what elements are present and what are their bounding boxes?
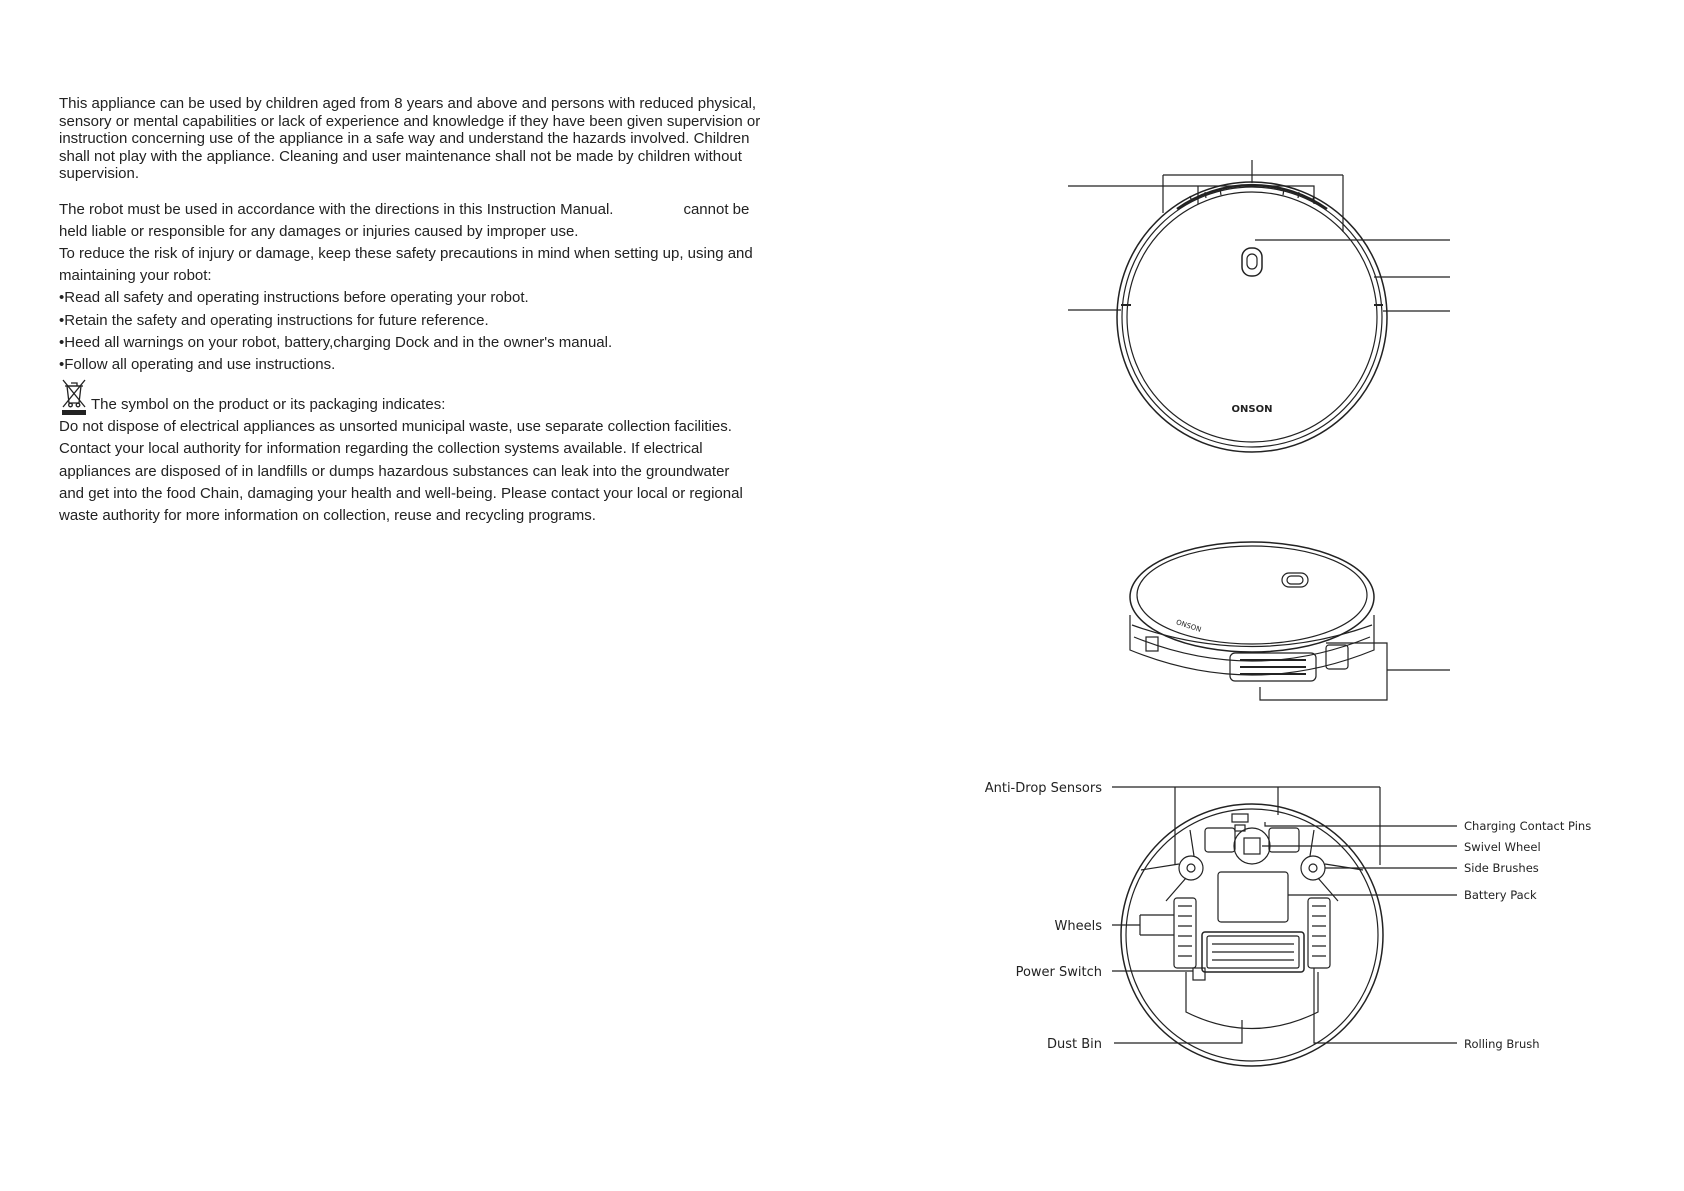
disposal-line: Do not dispose of electrical appliances as unsorted municipal waste, use separate collection facilities. <box>59 418 732 436</box>
symbol-text: The symbol on the product or its packaging indicates: <box>91 396 446 414</box>
brand-logo-side: ONSON <box>1175 618 1203 634</box>
label-battery-pack: Battery Pack <box>1464 888 1537 902</box>
disposal-line: waste authority for more information on collection, reuse and recycling programs. <box>59 506 596 524</box>
label-rolling-brush: Rolling Brush <box>1464 1037 1540 1051</box>
label-dust-bin: Dust Bin <box>1046 1037 1102 1052</box>
brand-logo-top: ONSON <box>1231 404 1273 415</box>
reduce-risk-line: maintaining your robot: <box>59 267 212 285</box>
label-anti-drop-sensors: Anti-Drop Sensors <box>984 781 1102 796</box>
bullet-item: •Read all safety and operating instructions before operating your robot. <box>59 289 529 307</box>
label-charging-contact-pins: Charging Contact Pins <box>1464 819 1592 833</box>
label-swivel-wheel: Swivel Wheel <box>1464 840 1541 854</box>
manual-line-b: held liable or responsible for any damages or injuries caused by improper use. <box>59 222 579 240</box>
label-wheels: Wheels <box>1054 919 1102 934</box>
label-power-switch: Power Switch <box>1015 965 1102 980</box>
text-line: supervision. <box>59 165 140 182</box>
reduce-risk-line: To reduce the risk of injury or damage, keep these safety precautions in mind when setting up, using and <box>59 244 753 262</box>
bullet-item: •Heed all warnings on your robot, battery,charging Dock and in the owner's manual. <box>59 333 613 351</box>
text-line: instruction concerning use of the appliance in a safe way and understand the hazards involved. Children <box>59 130 750 147</box>
disposal-line: and get into the food Chain, damaging your health and well-being. Please contact your local or regional <box>59 484 743 502</box>
bullet-item: •Retain the safety and operating instructions for future reference. <box>59 311 489 329</box>
text-line: sensory or mental capabilities or lack of experience and knowledge if they have been given supervision or <box>59 112 761 130</box>
text-line: shall not play with the appliance. Cleaning and user maintenance shall not be made by children without <box>59 147 742 165</box>
text-line: This appliance can be used by children aged from 8 years and above and persons with reduced physical, <box>59 95 757 112</box>
disposal-line: Contact your local authority for information regarding the collection systems available. If electrical <box>59 440 703 458</box>
manual-line-a-tail: cannot be <box>683 200 750 218</box>
manual-line-a-text: The robot must be used in accordance with the directions in this Instruction Manual. <box>59 200 614 218</box>
disposal-line: appliances are disposed of in landfills or dumps hazardous substances can leak into the groundwater <box>59 462 730 480</box>
label-side-brushes: Side Brushes <box>1464 861 1539 875</box>
bullet-item: •Follow all operating and use instructions. <box>59 355 336 373</box>
robot-bottom-view <box>1112 787 1457 1066</box>
